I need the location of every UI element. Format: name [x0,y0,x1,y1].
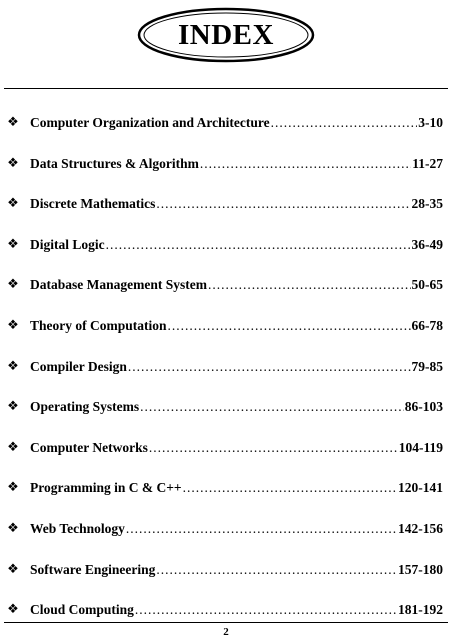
top-divider [4,88,448,89]
toc-entry-label: Cloud Computing [30,602,134,618]
diamond-bullet-icon: ❖ [7,399,19,415]
bottom-divider [4,622,448,623]
diamond-bullet-icon: ❖ [7,236,19,252]
toc-entry [0,152,452,176]
diamond-bullet-icon: ❖ [7,115,19,130]
toc-entry-label: Computer Networks [30,439,148,455]
toc-entry [0,111,452,135]
toc-entry [0,355,452,379]
toc-entry-label: Computer Organization and Architecture [30,115,270,130]
dot-leader [271,111,418,135]
toc-entry [0,476,452,500]
index-title-badge [136,6,316,64]
toc-entry-label: Data Structures & Algorithm [30,155,199,171]
toc-entry [0,558,452,582]
diamond-bullet-icon: ❖ [7,277,19,293]
toc-entry [0,517,452,541]
toc-entry-label: Programming in C & C++ [30,480,182,496]
toc-entry-line [30,273,443,297]
toc-entry [0,436,452,460]
toc-entry-line [30,152,443,176]
toc-entry-label: Software Engineering [30,561,156,577]
toc-entry-label: Compiler Design [30,358,127,374]
dot-leader [135,598,397,622]
dot-leader [168,314,411,338]
toc-entry-label: Discrete Mathematics [30,196,156,212]
toc-entry-pages: 157-180 [398,561,443,577]
toc-entry-pages: 120-141 [398,480,443,496]
toc-entry-pages: 86-103 [404,399,443,415]
toc-entry [0,233,452,257]
toc-entry-line [30,233,443,257]
diamond-bullet-icon: ❖ [7,439,19,455]
toc-entry-label: Digital Logic [30,236,105,252]
toc-entry-pages: 104-119 [398,439,443,455]
toc-entry-label: Theory of Computation [30,318,167,333]
dot-leader [140,395,404,419]
toc-entry-line [30,395,443,419]
toc-entry-line [30,517,443,541]
dot-leader [156,558,397,582]
toc-entry-line [30,436,443,460]
diamond-bullet-icon: ❖ [7,358,19,374]
toc-entry [0,273,452,297]
toc-entry-pages: 28-35 [411,196,443,212]
toc-entry-label: Web Technology [30,521,125,536]
dot-leader [126,517,397,541]
toc-entry [0,192,452,216]
toc-entry-pages: 142-156 [398,521,443,536]
toc-entry-line [30,314,443,338]
diamond-bullet-icon: ❖ [7,196,19,212]
dot-leader [128,355,411,379]
dot-leader [149,436,398,460]
toc-entry-line [30,355,443,379]
toc-entry-label: Database Management System [30,277,207,293]
toc-entry-pages: 11-27 [412,155,443,171]
toc-entry-line [30,111,443,135]
page-number: 2 [223,626,229,638]
diamond-bullet-icon: ❖ [7,602,19,618]
toc-entry [0,598,452,622]
diamond-bullet-icon: ❖ [7,561,19,577]
toc-entry-pages: 181-192 [398,602,443,618]
dot-leader [183,476,397,500]
dot-leader [106,233,411,257]
toc-entry [0,395,452,419]
toc-entry-line [30,476,443,500]
toc-entry-label: Operating Systems [30,399,140,415]
diamond-bullet-icon: ❖ [7,521,19,536]
toc-entry-pages: 66-78 [411,318,443,333]
dot-leader [156,192,410,216]
diamond-bullet-icon: ❖ [7,480,19,496]
toc-entry-pages: 79-85 [411,358,443,374]
dot-leader [208,273,411,297]
toc-entry-line [30,598,443,622]
diamond-bullet-icon: ❖ [7,155,19,171]
page-title: INDEX [178,19,274,51]
toc-entry-pages: 36-49 [411,236,443,252]
toc-entry-line [30,558,443,582]
diamond-bullet-icon: ❖ [7,318,19,333]
dot-leader [200,152,411,176]
toc-entry-pages: 50-65 [411,277,443,293]
toc-entry [0,314,452,338]
toc-entry-line [30,192,443,216]
toc-entry-pages: 3-10 [418,115,443,130]
